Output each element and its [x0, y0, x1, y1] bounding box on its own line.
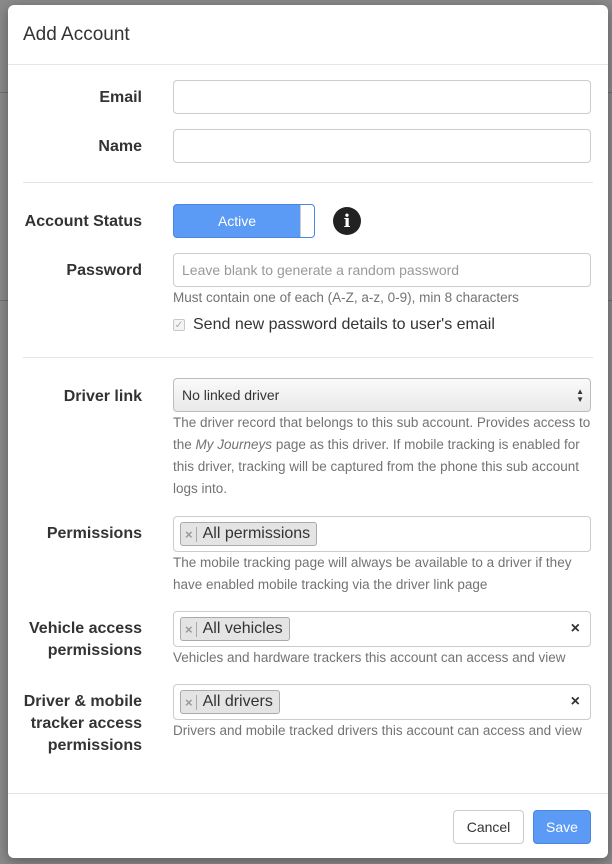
- send-email-label[interactable]: Send new password details to user's email: [193, 316, 495, 333]
- vehicle-access-label-line: Vehicle access: [29, 620, 142, 637]
- password-input[interactable]: [173, 253, 591, 287]
- driver-access-help: Drivers and mobile tracked drivers this account can access and view: [173, 723, 582, 738]
- permissions-label: Permissions: [46, 525, 142, 542]
- clear-icon[interactable]: ×: [570, 620, 580, 637]
- send-email-row: [173, 316, 495, 334]
- password-help: Must contain one of each (A-Z, a-z, 0-9), min 8 characters: [173, 290, 519, 305]
- account-status-label: Account Status: [24, 213, 142, 230]
- toggle-knob[interactable]: [300, 205, 314, 237]
- info-circle-icon[interactable]: i: [333, 207, 361, 235]
- driver-access-label-line: permissions: [47, 737, 142, 754]
- email-label: Email: [99, 89, 142, 106]
- driver-access-label-line: tracker access: [30, 715, 142, 732]
- modal-header: [8, 5, 608, 65]
- vehicle-access-label-line: permissions: [47, 642, 142, 659]
- permissions-select[interactable]: [173, 516, 591, 552]
- tag-remove-icon[interactable]: ×: [185, 622, 197, 637]
- name-input[interactable]: [173, 129, 591, 163]
- driver-link-selected: No linked driver: [182, 387, 280, 403]
- section-divider: [23, 182, 593, 183]
- driver-access-tag: [180, 690, 280, 714]
- section-divider: [23, 357, 593, 358]
- driver-access-label: [24, 691, 142, 757]
- save-button[interactable]: Save: [533, 810, 591, 844]
- clear-icon[interactable]: ×: [570, 693, 580, 710]
- account-status-toggle[interactable]: [173, 204, 315, 238]
- toggle-on-label: Active: [217, 213, 257, 229]
- my-journeys-text: My Journeys: [195, 437, 273, 452]
- email-input[interactable]: [173, 80, 591, 114]
- modal-title: Add Account: [23, 23, 130, 45]
- cancel-button[interactable]: Cancel: [453, 810, 524, 844]
- vehicle-access-select[interactable]: [173, 611, 591, 647]
- driver-link-help-text: The driver record that belongs to this sub account. Provides access to the: [173, 415, 591, 452]
- driver-link-select[interactable]: [173, 378, 591, 412]
- permissions-tag-label: All permissions: [202, 525, 311, 542]
- vehicle-access-tag: [180, 617, 290, 641]
- vehicle-access-label: [29, 618, 142, 662]
- select-arrows-icon: ▲ ▼: [576, 387, 584, 404]
- permissions-tag: [180, 522, 317, 546]
- driver-access-label-line: Driver & mobile: [23, 693, 142, 710]
- tag-remove-icon[interactable]: ×: [185, 527, 197, 542]
- driver-link-help-text-2: page as this driver. If mobile tracking is enabled for this driver, tracking will be captured from the phone this sub account logs into.: [173, 437, 580, 496]
- send-email-checkbox[interactable]: ✓: [174, 319, 184, 331]
- driver-link-help: [173, 412, 593, 500]
- permissions-help: The mobile tracking page will always be available to a driver if they have enabled mobile tracking via the driver link page: [173, 555, 572, 592]
- name-label: Name: [98, 138, 142, 155]
- driver-link-label: Driver link: [63, 388, 142, 405]
- driver-access-select[interactable]: [173, 684, 591, 720]
- driver-access-tag-label: All drivers: [202, 693, 273, 710]
- vehicle-access-help: Vehicles and hardware trackers this account can access and view: [173, 650, 566, 665]
- password-label: Password: [66, 262, 142, 279]
- add-account-modal: [8, 5, 608, 858]
- vehicle-access-tag-label: All vehicles: [202, 620, 283, 637]
- modal-footer-divider: [8, 793, 608, 794]
- tag-remove-icon[interactable]: ×: [185, 695, 197, 710]
